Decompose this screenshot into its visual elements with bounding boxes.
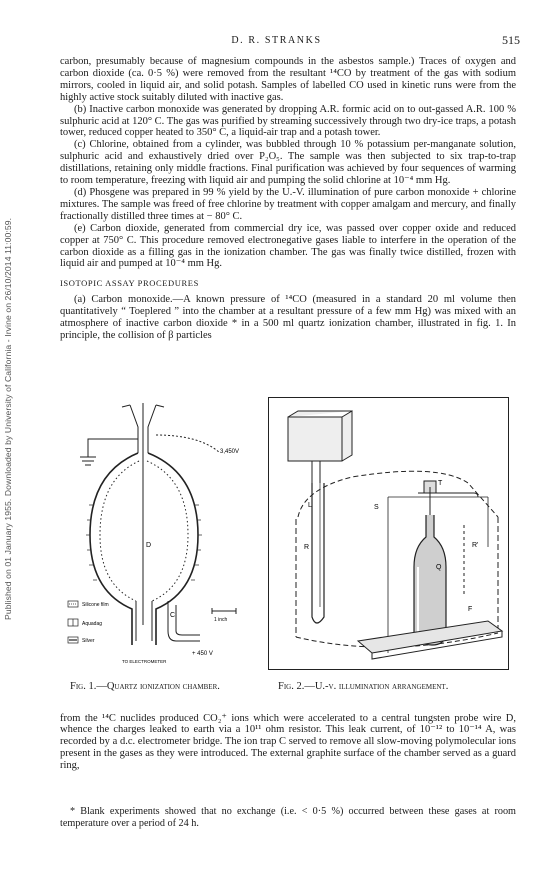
paragraph: from the ¹⁴C nuclides produced CO₂⁺ ions which were accelerated to a central tungsten probe wire D, whence the charges leaked to earth via a 10¹¹ ohm resistor. This leak current, of 10⁻¹² to 10⁻¹⁴ A, was recorded by a d.c. electrometer bridge. The ion trap C served to remove all slow-moving polymolecular ions present in the gases as they were introduced. The external graphite surface of the chamber served as a guard ring, [60, 712, 516, 772]
fig2-label-R: R [304, 544, 310, 551]
figure-captions [60, 681, 516, 695]
paragraph: carbon, presumably because of magnesium compounds in the asbestos sample.) Traces of oxygen and carbon dioxide (ca. 0·5 %) were removed from the resultant ¹⁴CO by treatment of the gas with sodium mirrors, cooled in liquid air, and solid potash. Samples of labelled CO used in kinetic runs were from the highly active stock suitably diluted with inactive gas. [60, 56, 516, 103]
figure-1-drawing [60, 395, 255, 670]
fig1-label-to-electrometer: TO ELECTROMETER [122, 659, 167, 664]
figure-2-uv-arrangement [268, 397, 514, 667]
fig1-label-bottom-voltage: + 450 V [192, 651, 213, 657]
fig1-label-top-voltage: 3,450V [220, 449, 240, 455]
figure-2-caption: Fig. 2.—U.-v. illumination arrangement. [278, 681, 449, 692]
fig2-label-T: T [438, 480, 443, 487]
body-text-bottom [60, 702, 516, 783]
publication-sidebar [2, 60, 16, 620]
paragraph: (b) Inactive carbon monoxide was generated by dropping A.R. formic acid on to out-gassed A.R. 100 % sulphuric acid at 120° C. The gas was purified by streaming successively through two dry-ice traps, a potash tower, reduced copper heated to 350° C, a liquid-air trap and a potash tower. [60, 103, 516, 139]
fig1-legend-silicone: Silicone film [82, 602, 109, 608]
fig1-label-C: C [170, 612, 176, 619]
footnote [60, 806, 516, 830]
fig2-label-F: F [468, 606, 473, 613]
figure-1-caption: Fig. 1.—Quartz ionization chamber. [70, 681, 220, 692]
figure-2-drawing [268, 397, 514, 672]
paragraph: (c) Chlorine, obtained from a cylinder, was bubbled through 10 % potassium per-manganate solution, sulphuric acid and exhaustively dried over P₂O₅. The sample was then subjected to six trap-to-trap distillations, retaining only middle fractions. Final purification was achieved by four sequences of warming to room temperature, freezing with liquid air and pumping the solid chlorine at 10⁻⁴ mm Hg. [60, 139, 516, 187]
fig1-label-scale: 1 inch [214, 617, 228, 623]
fig1-label-D: D [146, 542, 152, 549]
sidebar-text: Published on 01 January 1955. Downloaded by University of California - Irvine on 26/10/2014 11:00:59. [3, 217, 13, 620]
fig2-label-Q: Q [436, 564, 442, 571]
paragraph: (a) Carbon monoxide.—A known pressure of ¹⁴CO (measured in a standard 20 ml volume then quantitatively “ Toeplered ” into the chamber at a resultant pressure of a few mm Hg) was mixed with an atmosphere of inactive carbon dioxide * in a 500 ml quartz ionization chamber, illustrated in fig. 1. In principle, the collision of β particles [60, 294, 516, 341]
fig2-label-R-prime: R' [472, 542, 479, 549]
fig1-legend-silver: Silver [82, 638, 95, 644]
fig2-label-L: L [308, 502, 312, 509]
figures-row [60, 395, 516, 664]
running-header-author: D. R. STRANKS [231, 35, 322, 46]
page-number: 515 [502, 33, 520, 47]
body-text-top [60, 56, 516, 342]
section-heading: ISOTOPIC ASSAY PROCEDURES [60, 278, 199, 289]
figure-1-ionization-chamber [60, 395, 255, 665]
paragraph: (d) Phosgene was prepared in 99 % yield by the U.-V. illumination of pure carbon monoxide + chlorine mixtures. The sample was freed of free chlorine by treatment with copper amalgam and mercury, and finally fractionally distilled three times at − 80° C. [60, 186, 516, 222]
footnote-text: * Blank experiments showed that no exchange (i.e. < 0·5 %) occurred between these gases at room temperature over a period of 24 h. [60, 806, 516, 829]
paragraph: (e) Carbon dioxide, generated from commercial dry ice, was passed over copper oxide and reduced copper at 750° C. This procedure removed electronegative gases liable to interfere in the operation of the carbon dioxide as a filling gas in the ionization chamber. The gas was finally twice distilled, frozen with liquid air and pumped at 10⁻⁴ mm Hg. [60, 222, 516, 270]
fig1-legend-aquadag: Aquadag [82, 621, 103, 627]
fig2-label-S: S [374, 504, 379, 511]
fig1-legend [68, 601, 109, 644]
